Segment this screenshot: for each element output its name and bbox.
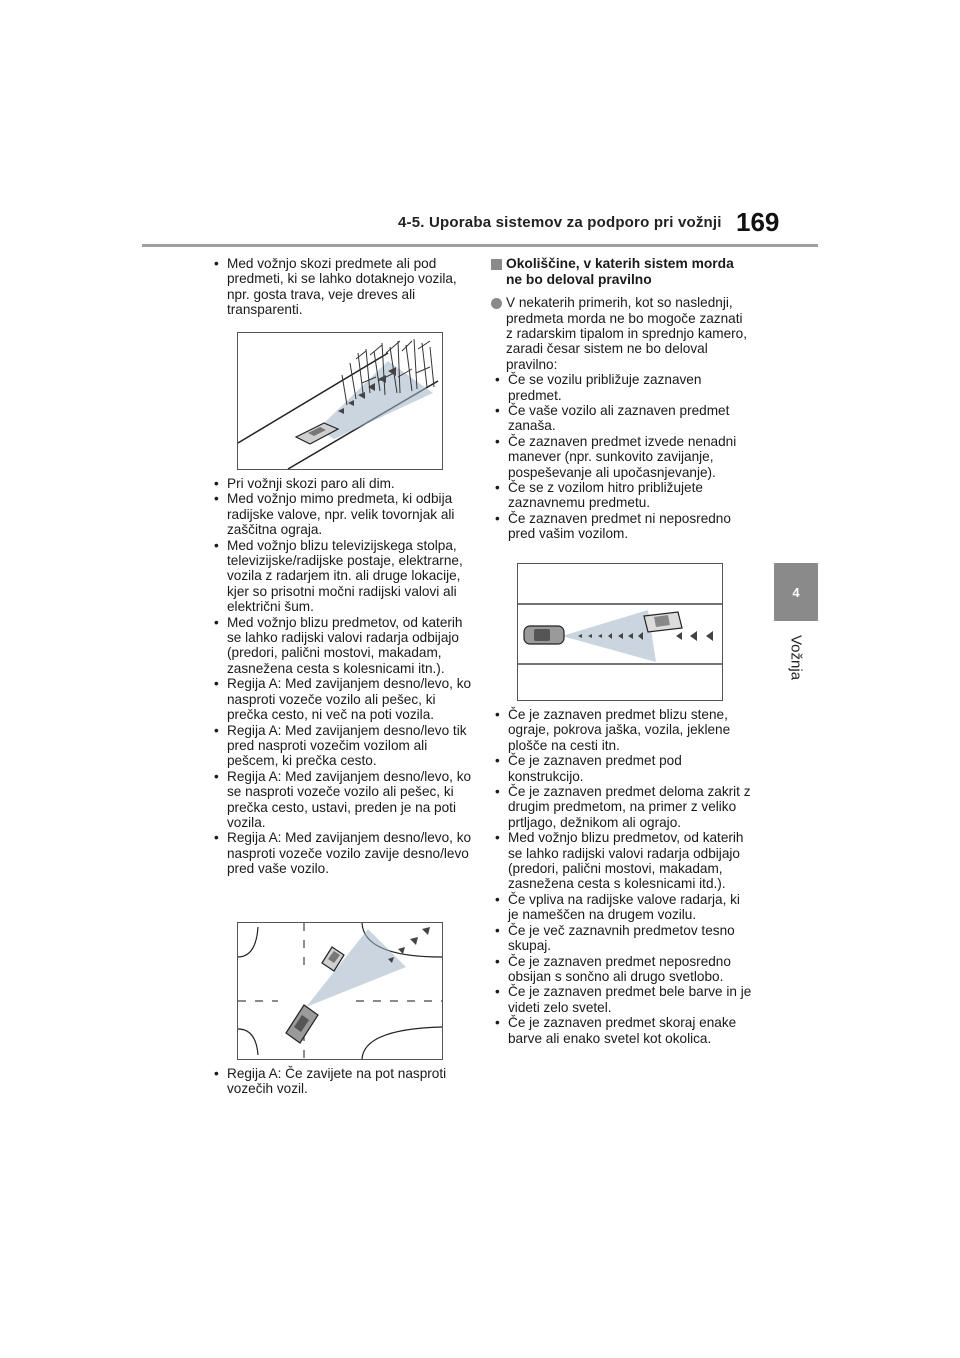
list-item: • Če je zaznaven predmet pod konstrukcijo. xyxy=(491,753,753,784)
list-item: • Regija A: Med zavijanjem desno/levo tik pred nasproti vozečim vozilom ali pešcem, ki prečka cesto. xyxy=(210,723,472,769)
list-item: • Če je zaznaven predmet deloma zakrit z drugim predmetom, na primer z veliko prtljago, dežnikom ali ograjo. xyxy=(491,784,753,830)
square-bullet-icon xyxy=(491,259,502,270)
right-list-2 xyxy=(491,707,753,1046)
figure-lane xyxy=(517,563,723,701)
list-item: • Če zaznaven predmet ni neposredno pred vašim vozilom. xyxy=(491,511,753,542)
list-item: • Regija A: Med zavijanjem desno/levo, ko nasproti vozeče vozilo ali pešec, ki prečka cesto, ni več na poti vozila. xyxy=(210,676,472,722)
left-list-2 xyxy=(210,476,472,877)
section-title: 4-5. Uporaba sistemov za podporo pri vožnji xyxy=(398,214,722,231)
page-number: 169 xyxy=(736,207,780,237)
car-icon xyxy=(286,1005,318,1043)
section-heading: Okoliščine, v katerih sistem morda ne bo deloval pravilno xyxy=(491,256,753,287)
car-icon xyxy=(644,612,682,632)
list-item: • Med vožnjo blizu predmetov, od katerih se lahko radijski valovi radarja odbijajo (predori, palični mostovi, makadam, zasnežena cesta s kolesnicami itn.). xyxy=(210,615,472,677)
left-list-1 xyxy=(210,256,472,318)
list-item: • Med vožnjo mimo predmeta, ki odbija radijske valove, npr. velik tovornjak ali zaščitna ograja. xyxy=(210,491,472,537)
list-item: • Če je več zaznavnih predmetov tesno skupaj. xyxy=(491,923,753,954)
circle-bullet-icon xyxy=(491,298,502,309)
vegetation-illustration xyxy=(238,333,442,469)
figure-intersection xyxy=(237,922,443,1060)
list-item: • Če vpliva na radijske valove radarja, ki je nameščen na drugem vozilu. xyxy=(491,892,753,923)
list-item: • Če je zaznaven predmet blizu stene, ograje, pokrova jaška, vozila, jeklene plošče na cesti itn. xyxy=(491,707,753,753)
header-divider xyxy=(142,244,818,247)
figure-vegetation xyxy=(237,332,443,470)
list-item: • Če zaznaven predmet izvede nenadni manever (npr. sunkovito zavijanje, pospeševanje ali upočasnjevanje). xyxy=(491,434,753,480)
list-item: • Med vožnjo blizu predmetov, od katerih se lahko radijski valovi radarja odbijajo (predori, palični mostovi, makadam, zasnežena cesta s kolesnicami itd.). xyxy=(491,830,753,892)
intersection-illustration xyxy=(238,923,442,1059)
list-item: • Če je zaznaven predmet skoraj enake barve ali enako svetel kot okolica. xyxy=(491,1015,753,1046)
list-item: • Če se vozilu približuje zaznaven predmet. xyxy=(491,372,753,403)
chapter-label: Vožnja xyxy=(787,635,805,681)
list-item: • Med vožnjo blizu televizijskega stolpa, televizijske/radijske postaje, elektrarne, vozila z radarjem itn. ali druge lokacije, kjer so prisotni močni radijski valovi ali električni šum. xyxy=(210,538,472,615)
list-item: • Če se z vozilom hitro približujete zaznavnemu predmetu. xyxy=(491,480,753,511)
list-item: • Regija A: Med zavijanjem desno/levo, ko nasproti vozeče vozilo zavije desno/levo pred vaše vozilo. xyxy=(210,830,472,876)
list-item: • Regija A: Med zavijanjem desno/levo, ko se nasproti vozeče vozilo ali pešec, ki prečka cesto, ustavi, preden je na poti vozila. xyxy=(210,769,472,831)
right-section xyxy=(491,256,753,542)
right-list-1 xyxy=(491,372,753,541)
list-item: • Regija A: Če zavijete na pot nasproti vozečih vozil. xyxy=(210,1066,472,1097)
intro-paragraph: V nekaterih primerih, kot so naslednji, predmeta morda ne bo mogoče zaznati z radarskim tipalom in sprednjo kamero, zaradi česar sistem ne bo deloval pravilno: xyxy=(491,295,753,372)
list-item: • Če je zaznaven predmet neposredno obsijan s sončno ali drugo svetlobo. xyxy=(491,954,753,985)
left-list-3 xyxy=(210,1066,472,1097)
list-item: • Če je zaznaven predmet bele barve in je videti zelo svetel. xyxy=(491,984,753,1015)
list-item: • Pri vožnji skozi paro ali dim. xyxy=(210,476,472,491)
chapter-tab: 4 xyxy=(774,563,818,621)
list-item: • Med vožnjo skozi predmete ali pod predmeti, ki se lahko dotaknejo vozila, npr. gosta trava, veje dreves ali transparenti. xyxy=(210,256,472,318)
lane-illustration xyxy=(518,564,722,700)
car-icon xyxy=(524,626,564,644)
list-item: • Če vaše vozilo ali zaznaven predmet zanaša. xyxy=(491,403,753,434)
